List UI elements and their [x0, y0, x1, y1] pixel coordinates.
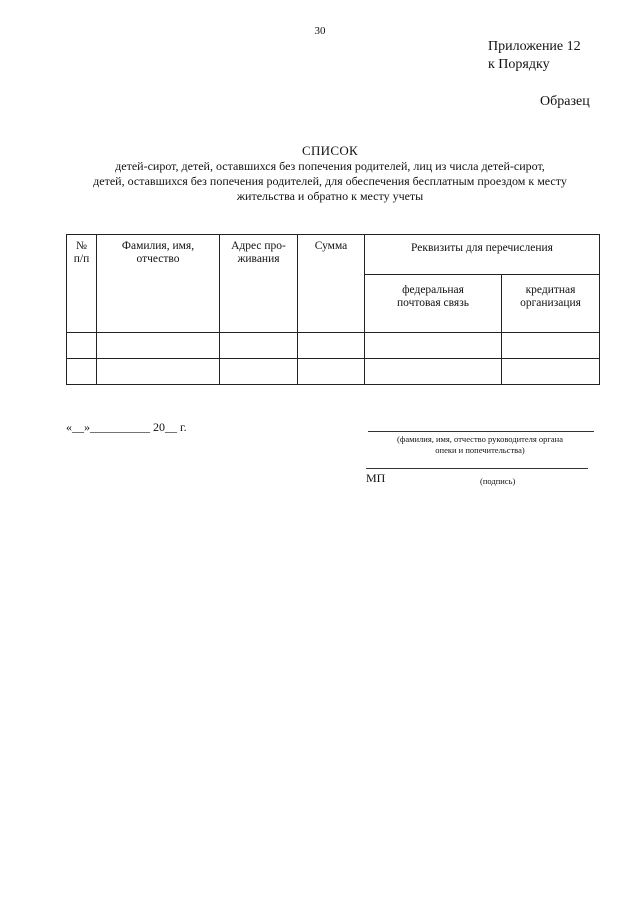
header-address-line-2: живания	[237, 253, 280, 265]
header-requisites-label: Реквизиты для перечисления	[411, 242, 553, 254]
head-name-caption-line-1: (фамилия, имя, отчество руководителя органа	[396, 434, 564, 444]
table-cell	[220, 359, 298, 385]
document-title: СПИСОК	[302, 143, 358, 158]
head-name-line	[368, 431, 594, 432]
header-sum	[298, 235, 365, 333]
head-name-caption	[360, 434, 600, 456]
page-number: 30	[314, 25, 326, 37]
header-name	[97, 235, 220, 333]
document-subtitle	[60, 159, 600, 204]
table-cell	[67, 333, 97, 359]
table-cell	[220, 333, 298, 359]
signature-caption: (подпись)	[480, 476, 516, 486]
table-cell	[502, 333, 600, 359]
table-row	[67, 359, 600, 385]
annex-line-2: к Порядку	[488, 57, 550, 72]
stamp-place-label: МП	[366, 471, 386, 485]
table-cell	[298, 359, 365, 385]
subtitle-line-2: детей, оставшихся без попечения родителей, для обеспечения бесплатным проездом к месту	[93, 174, 567, 188]
table-header-row	[67, 235, 600, 275]
subtitle-line-3: жительства и обратно к месту учеты	[236, 189, 424, 203]
annex-line-1: Приложение 12	[488, 39, 581, 54]
header-credit-line-1: кредитная	[525, 284, 576, 296]
signature-line	[366, 468, 588, 469]
date-line: «__»__________ 20__ г.	[66, 420, 187, 434]
subtitle-line-1: детей-сирот, детей, оставшихся без попечения родителей, лиц из числа детей-сирот,	[115, 159, 545, 173]
header-requisites	[365, 235, 600, 275]
header-address	[220, 235, 298, 333]
table-cell	[365, 333, 502, 359]
header-address-line-1: Адрес про-	[231, 240, 286, 252]
table-row	[67, 333, 600, 359]
header-postal-line-2: почтовая связь	[396, 297, 470, 309]
header-number-line-2: п/п	[73, 253, 90, 265]
head-name-caption-line-2: опеки и попечительства)	[435, 445, 525, 455]
header-number	[67, 235, 97, 333]
header-name-line-1: Фамилия, имя,	[121, 240, 195, 252]
children-list-table	[66, 234, 600, 385]
table-cell	[502, 359, 600, 385]
sample-label: Образец	[540, 94, 590, 109]
header-number-line-1: №	[76, 240, 87, 252]
table-cell	[97, 359, 220, 385]
table-cell	[97, 333, 220, 359]
header-name-line-2: отчество	[136, 253, 180, 265]
table-cell	[67, 359, 97, 385]
header-credit	[502, 275, 600, 333]
table-cell	[365, 359, 502, 385]
header-postal	[365, 275, 502, 333]
annex-reference	[488, 38, 581, 74]
header-sum-label: Сумма	[314, 240, 348, 252]
table-cell	[298, 333, 365, 359]
header-postal-line-1: федеральная	[402, 284, 464, 296]
header-credit-line-2: организация	[520, 297, 581, 309]
